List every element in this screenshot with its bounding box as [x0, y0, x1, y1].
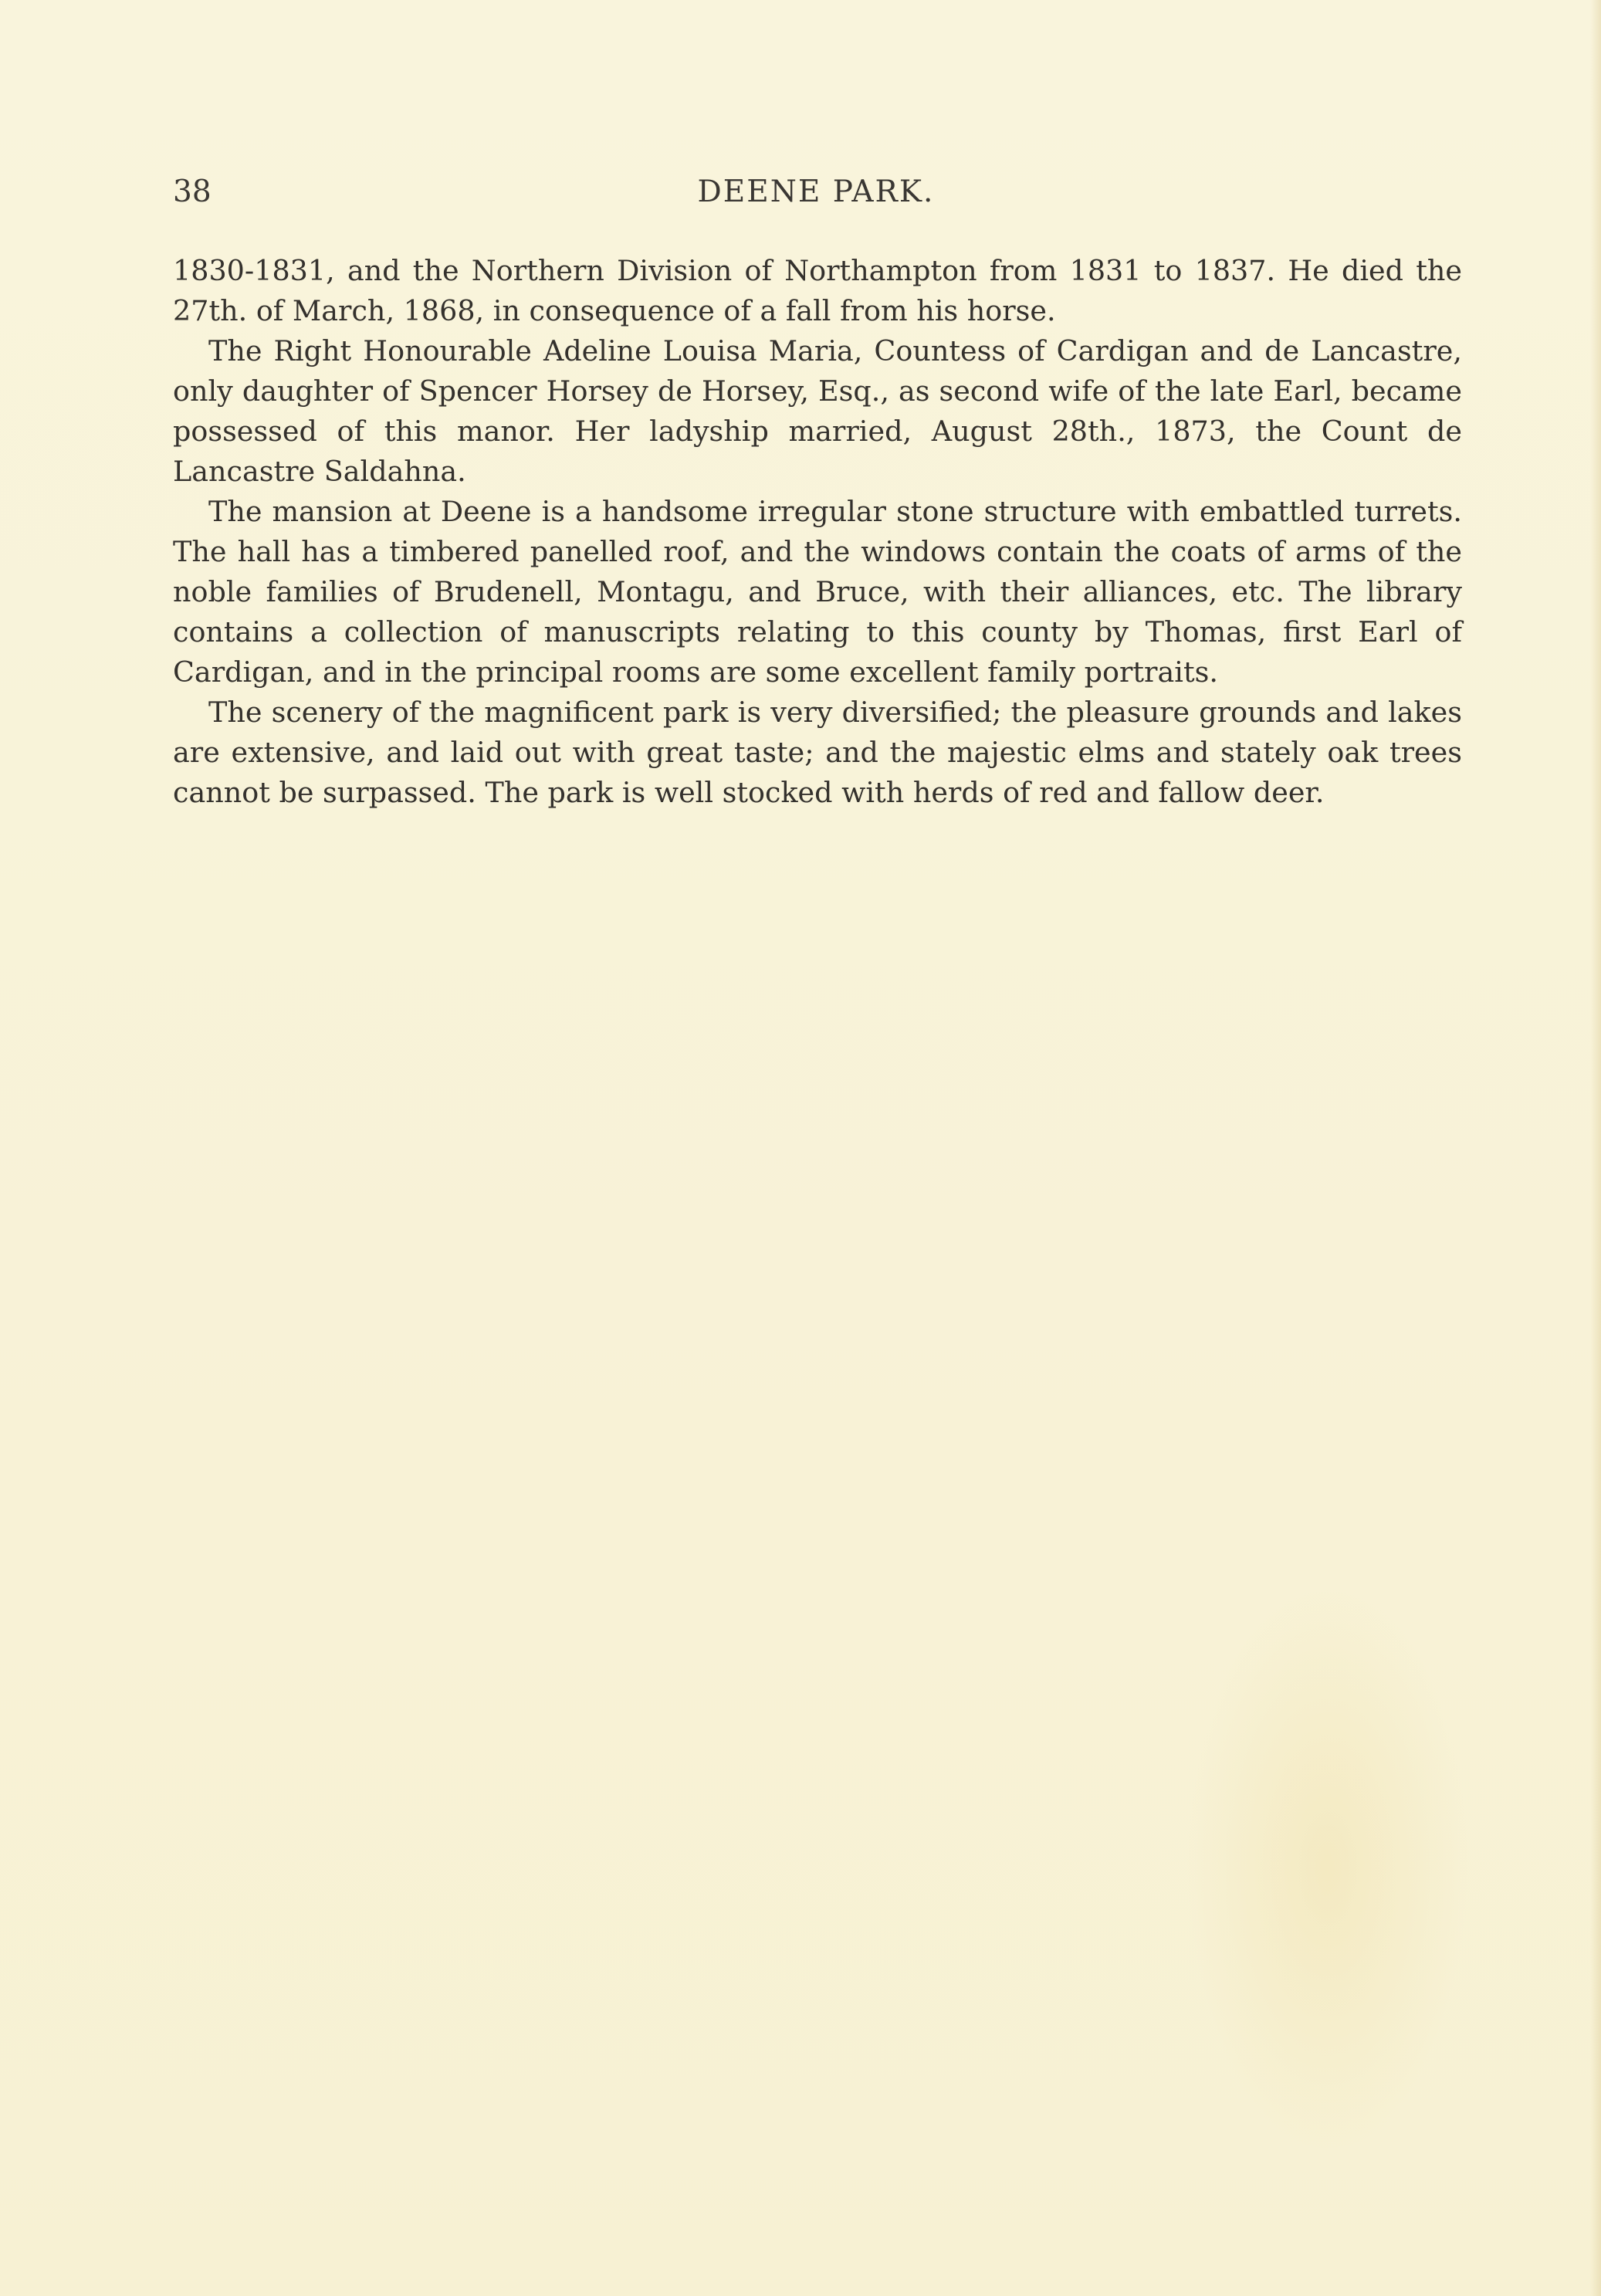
body-text — [173, 251, 1462, 813]
paragraph-continuation: 1830-1831, and the Northern Division of Northampton from 1831 to 1837. He died the 27th. of March, 1868, in consequence of a fall from his horse. — [173, 254, 1462, 327]
page-number: 38 — [173, 174, 212, 209]
page-header — [173, 174, 1459, 221]
paragraph-park-scenery: The scenery of the magnificent park is very diversified; the pleasure grounds and lakes are extensive, and laid out with great taste; and the majestic elms and stately oak trees cannot be surpassed. The park is well stocked with herds of red and fallow deer. — [173, 696, 1462, 809]
paragraph-mansion: The mansion at Deene is a handsome irregular stone structure with embattled turrets. The hall has a timbered panelled roof, and the windows contain the coats of arms of the noble families of Brudenell, Montagu, and Bruce, with their alliances, etc. The library contains a collection of manuscripts relating to this county by Thomas, first Earl of Cardigan, and in the principal rooms are some excellent family portraits. — [173, 495, 1462, 689]
running-title: DEENE PARK. — [697, 174, 935, 209]
paragraph-countess: The Right Honourable Adeline Louisa Maria, Countess of Cardigan and de Lancastre, only daughter of Spencer Horsey de Horsey, Esq., as second wife of the late Earl, became possessed of this manor. Her ladyship married, August 28th., 1873, the Count de Lancastre Saldahna. — [173, 334, 1462, 488]
